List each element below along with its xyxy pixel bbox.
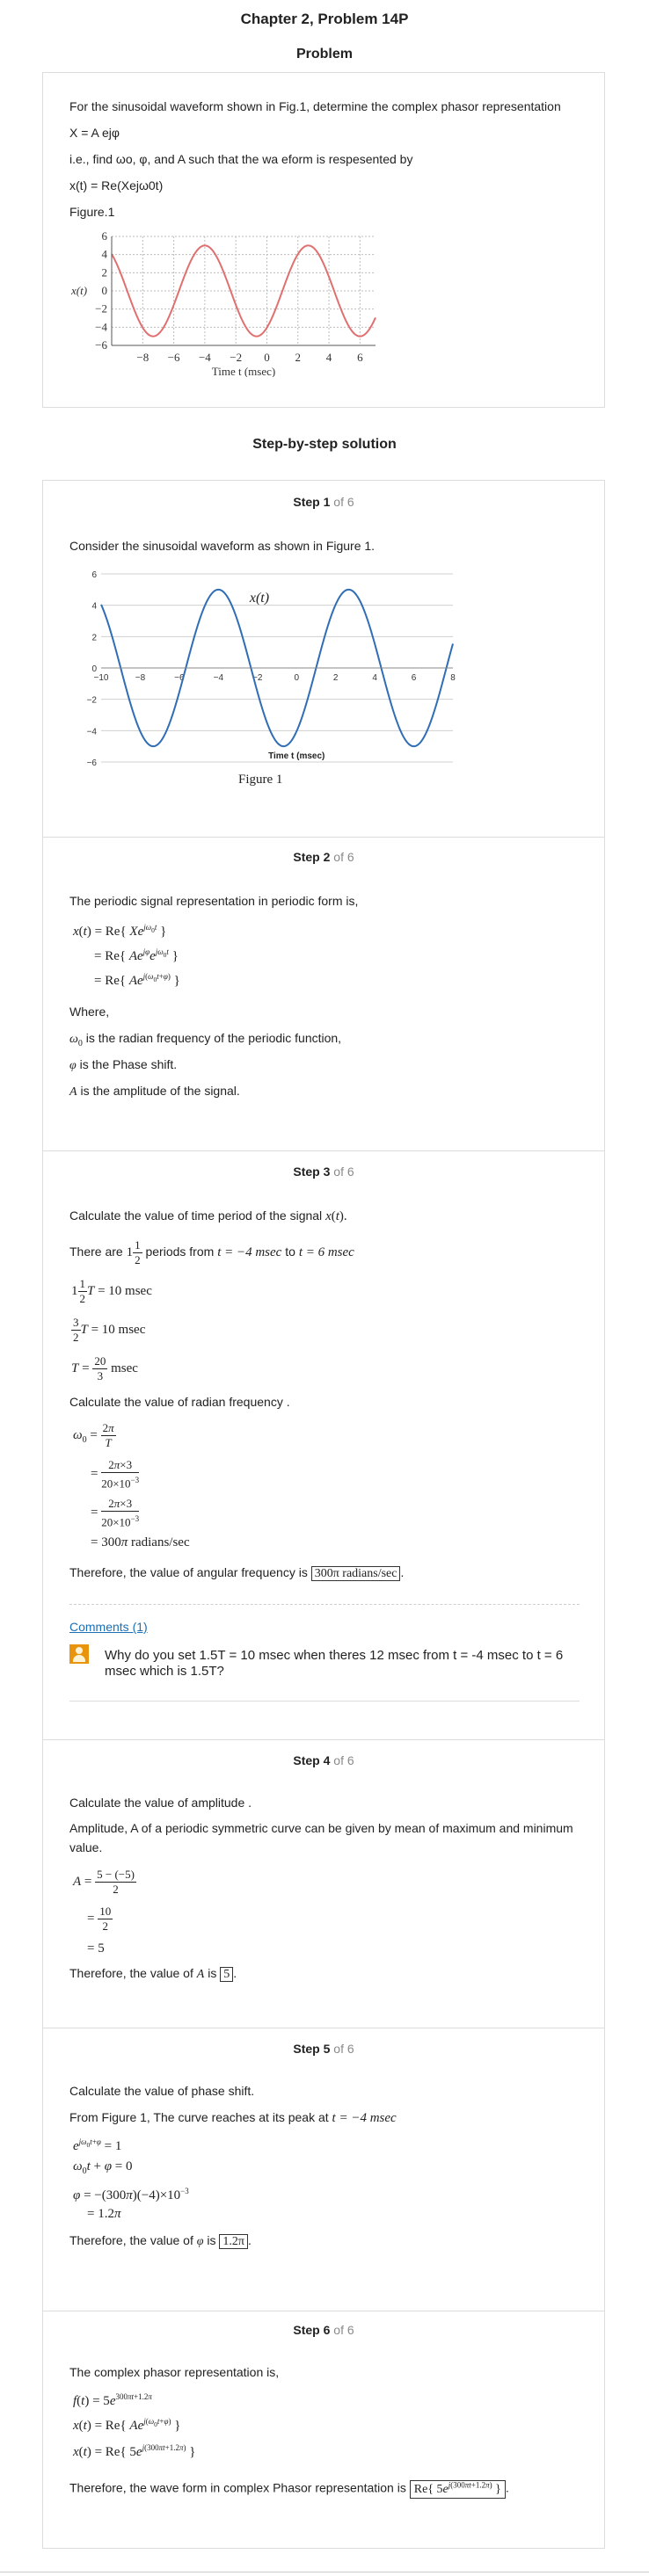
step-3-calc: Calculate the value of radian frequency . (69, 1395, 290, 1409)
step-3-eq-3: T = $\frac{20}{3}$ msec (71, 1354, 138, 1382)
x-tick-label: 0 (264, 351, 270, 364)
step-2-eq-2: = Re{ $Ae^{j\varphi}e^{j\omega_0t}$ } (94, 947, 179, 963)
y-tick-label: 2 (91, 633, 97, 643)
step-4-eq-2: = $\frac{10}{2}$ (87, 1905, 112, 1933)
step-5-eq-3: $\varphi = -(300\pi)(-4)\times 10^{-3}$ (73, 2187, 189, 2202)
x-tick-label: −6 (167, 351, 180, 364)
y-tick-label: −6 (95, 338, 107, 352)
step-1-figure-caption: Figure 1 (238, 773, 283, 787)
comments-separator (69, 1604, 580, 1605)
step-3-intro: Calculate the value of time period of the signal x(t). (69, 1208, 347, 1223)
step-2-where: Where, (69, 1005, 110, 1019)
x-tick-label: −2 (252, 673, 263, 683)
y-tick-label: 2 (101, 265, 107, 279)
x-tick-label: −4 (213, 673, 224, 683)
x-tick-label: 0 (294, 673, 300, 683)
step-6-eq-2: x(t) = Re{ $Ae^{j(\omega_0t+\varphi)}$ } (73, 2417, 181, 2433)
y-tick-label: 4 (101, 247, 107, 261)
step-5-result: Therefore, the value of φ is 1.2π . (69, 2233, 252, 2248)
y-tick-label: 6 (91, 570, 97, 580)
step-4-eq-3: = 5 (87, 1941, 105, 1956)
step-divider (43, 1150, 604, 1151)
step-4-header: Step 4 of 6 (293, 1753, 354, 1767)
step-6-answer-box: Re{ $5e^{j(300\pi t+1.2\pi)}$ } (410, 2480, 506, 2499)
x-axis-label: Time t (msec) (268, 751, 325, 761)
step-6-eq-3: x(t) = Re{ $5e^{j(300\pi t+1.2\pi)}$ } (73, 2443, 196, 2459)
step-2-intro: The periodic signal representation in periodic form is, (69, 894, 359, 908)
x-tick-label: 6 (357, 351, 363, 364)
step-2-eq-1: x(t) = Re{ $Xe^{j\omega_0t}$ } (73, 923, 167, 939)
step-5-desc: From Figure 1, The curve reaches at its peak at t = −4 msec (69, 2110, 397, 2125)
step-6-header: Step 6 of 6 (293, 2323, 354, 2337)
x-tick-label: 2 (295, 351, 302, 364)
step-2-eq-3: = Re{ $Ae^{j(\omega_0t+\varphi)}$ } (94, 972, 180, 988)
step-3-header: Step 3 of 6 (293, 1165, 354, 1179)
step-5-header: Step 5 of 6 (293, 2042, 354, 2056)
step-3-eq-7: = 300π radians/sec (91, 1535, 190, 1549)
solution-card (42, 480, 605, 2549)
solution-heading: Step-by-step solution (252, 437, 397, 452)
y-tick-label: 0 (101, 284, 107, 297)
step-4-answer-box: 5 (220, 1967, 233, 1982)
y-axis-label: x(t) (71, 284, 88, 297)
step-5-eq-1: $e^{j\omega_0t+\varphi} = 1$ (73, 2137, 122, 2153)
problem-line-3: i.e., find ωo, φ, and A such that the wa eform is respesented by (69, 152, 413, 166)
step-divider (43, 837, 604, 838)
step-4-result: Therefore, the value of A is 5 . (69, 1966, 237, 1981)
step-6-eq-1: $f(t) = 5e^{300\pi t+1.2\pi}$ (73, 2392, 152, 2408)
step-1-text: Consider the sinusoidal waveform as shown in Figure 1. (69, 539, 376, 553)
comments-bottom-rule (69, 1701, 580, 1702)
y-tick-label: −4 (86, 727, 97, 737)
x-tick-label: 8 (450, 673, 456, 683)
step-2-def-1: $\omega_0$ is the radian frequency of the periodic function, (69, 1031, 342, 1049)
step-5-intro: Calculate the value of phase shift. (69, 2084, 255, 2098)
y-tick-label: 4 (91, 601, 97, 612)
step-5-eq-4: = 1.2π (87, 2207, 121, 2221)
x-axis-label: Time t (msec) (211, 365, 276, 377)
step-6-intro: The complex phasor representation is, (69, 2365, 280, 2379)
x-tick-label: 2 (332, 673, 339, 683)
step-1-figure-chart (69, 569, 465, 780)
step-3-eq-5: = $\frac{2\pi\times 3}{20\times 10^{-3}}$ (91, 1458, 140, 1491)
problem-heading: Problem (295, 47, 353, 62)
step-3-answer-box: 300π radians/sec (311, 1566, 401, 1581)
step-3-eq-6: = $\frac{2\pi\times 3}{20\times 10^{-3}}$ (91, 1497, 140, 1529)
step-4-desc: Amplitude, A of a periodic symmetric curve can be given by mean of maximum and minimum value. (69, 1821, 573, 1854)
y-tick-label: −2 (95, 301, 107, 316)
y-tick-label: 0 (91, 664, 97, 674)
problem-card (42, 72, 605, 408)
x-tick-label: −4 (198, 351, 211, 364)
y-tick-label: −6 (86, 758, 97, 768)
problem-line-1: For the sinusoidal waveform shown in Fig.1, determine the complex phasor representation (69, 99, 561, 113)
step-2-def-3: A is the amplitude of the signal. (69, 1084, 240, 1099)
step-3-eq-4: $\omega_0$ = $\frac{2\pi}{T}$ (73, 1421, 114, 1449)
step-4-eq-1: A = $\frac{5 - (-5)}{2}$ (73, 1868, 135, 1896)
step-4-intro: Calculate the value of amplitude . (69, 1796, 252, 1810)
commenter-avatar (69, 1644, 89, 1664)
x-tick-label: −6 (174, 673, 185, 683)
x-tick-label: −8 (136, 351, 149, 364)
step-3-eq-2: $\frac{3}{2}$ T = 10 msec (73, 1316, 146, 1344)
y-tick-label: −4 (95, 320, 107, 334)
x-tick-label: 4 (372, 673, 377, 683)
step-5-answer-box: 1.2π (219, 2234, 248, 2249)
step-6-result: Therefore, the wave form in complex Phasor representation is Re{ $5e^{j(300\pi t+1.2\pi)}$ } . (69, 2476, 509, 2499)
problem-line-5: Figure.1 (69, 205, 115, 219)
comments-link[interactable]: Comments (1) (69, 1620, 148, 1634)
y-tick-label: −2 (86, 695, 97, 706)
step-3-result: Therefore, the value of angular frequency is 300π radians/sec . (69, 1565, 405, 1580)
step-3-periods: There are 1 $\frac{1}{2}$ periods from t = −4 msec to t = 6 msec (69, 1238, 354, 1266)
step-3-eq-1: 1 $\frac{1}{2}$ T = 10 msec (71, 1277, 152, 1305)
step-5-eq-2: $\omega_0t + \varphi = 0$ (73, 2159, 133, 2176)
x-tick-label: 4 (325, 351, 332, 364)
step-divider (43, 1739, 604, 1740)
comment-text: Why do you set 1.5T = 10 msec when theres 12 msec from t = -4 msec to t = 6 msec which is 1.5T? (105, 1648, 564, 1679)
curve-label: x(t) (249, 591, 270, 606)
x-tick-label: −2 (230, 351, 243, 364)
step-2-def-2: φ is the Phase shift. (69, 1057, 178, 1072)
x-tick-label: 6 (411, 673, 417, 683)
problem-line-2: X = A ejφ (69, 126, 120, 140)
y-tick-label: 6 (101, 229, 107, 243)
page-title: Chapter 2, Problem 14P (240, 11, 409, 27)
step-1-header: Step 1 of 6 (293, 495, 354, 509)
problem-figure-chart (69, 228, 395, 377)
x-tick-label: −8 (135, 673, 146, 683)
problem-line-4: x(t) = Re(Xejω0t) (69, 178, 164, 192)
step-2-header: Step 2 of 6 (293, 850, 354, 864)
x-tick-label: −10 (93, 673, 109, 683)
